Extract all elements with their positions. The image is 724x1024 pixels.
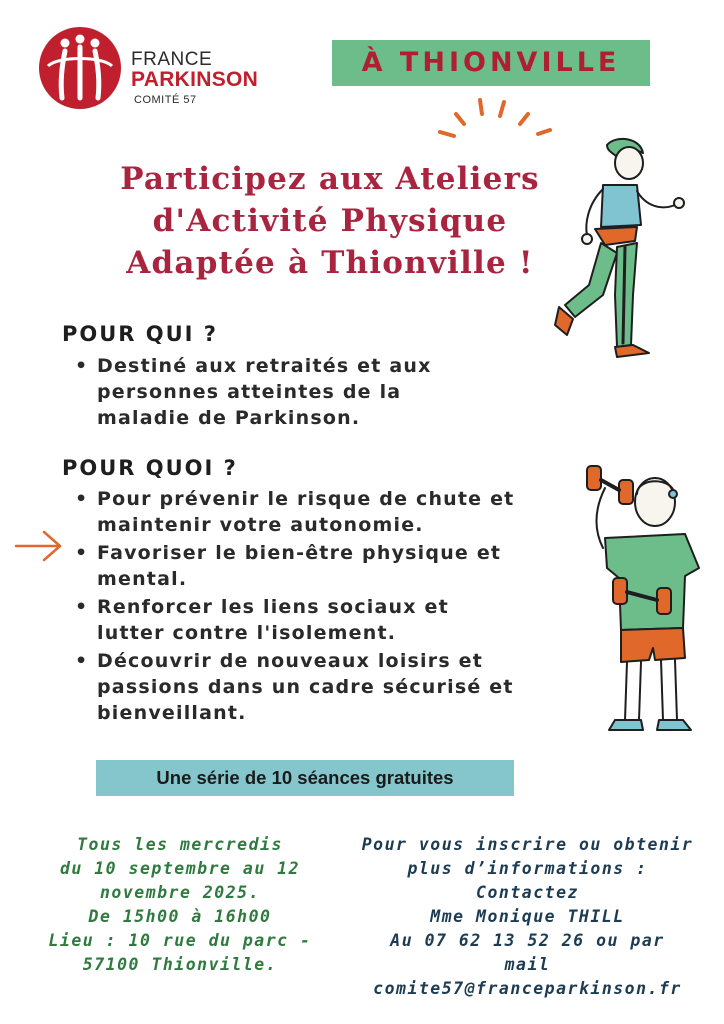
contact-email[interactable]: comite57@franceparkinson.fr (373, 979, 682, 998)
contact-line: Au 07 62 13 52 26 ou par (390, 931, 665, 950)
section-heading-pour-qui: POUR QUI ? (62, 322, 218, 346)
schedule-line: Lieu : 10 rue du parc - (48, 931, 312, 950)
list-item: • Découvrir de nouveaux loisirs et passions dans un cadre sécurisé et bienveillant. (63, 648, 523, 726)
contact-line: mail (504, 955, 551, 974)
sun-rays-icon (432, 96, 562, 144)
pour-qui-list (63, 353, 483, 433)
france-parkinson-logo (38, 26, 300, 110)
list-item: • Renforcer les liens sociaux et lutter contre l'isolement. (63, 594, 523, 646)
contact-info (345, 833, 710, 1001)
sessions-banner (96, 760, 514, 796)
contact-line: Pour vous inscrire ou obtenir (361, 835, 694, 854)
weightlifter-illustration-icon (575, 458, 715, 743)
list-item: • Favoriser le bien-être physique et mental. (63, 540, 523, 592)
brand-name-line1: FRANCE (131, 49, 213, 70)
sessions-banner-text: Une série de 10 séances gratuites (156, 767, 454, 788)
section-heading-pour-quoi: POUR QUOI ? (62, 456, 238, 480)
title-line: d'Activité Physique (152, 203, 508, 239)
runner-illustration-icon (545, 135, 695, 370)
schedule-info (30, 833, 330, 977)
schedule-line: Tous les mercredis (77, 835, 283, 854)
schedule-line: du 10 septembre au 12 (59, 859, 301, 878)
arrow-right-icon (14, 526, 64, 566)
logo-emblem-icon (38, 26, 122, 110)
list-item: • Destiné aux retraités et aux personnes atteintes de la maladie de Parkinson. (63, 353, 483, 431)
list-item: • Pour prévenir le risque de chute et maintenir votre autonomie. (63, 486, 523, 538)
city-banner-text: À THIONVILLE (361, 47, 621, 78)
main-title (95, 158, 565, 284)
city-banner (332, 40, 650, 86)
brand-name-line2: PARKINSON (131, 68, 259, 91)
schedule-line: novembre 2025. (99, 883, 261, 902)
schedule-line: 57100 Thionville. (82, 955, 278, 974)
title-line: Participez aux Ateliers (120, 161, 540, 197)
schedule-line: De 15h00 à 16h00 (88, 907, 272, 926)
contact-line: Mme Monique THILL (430, 907, 625, 926)
contact-line: Contactez (476, 883, 579, 902)
contact-line: plus d’informations : (407, 859, 648, 878)
brand-committee: COMITÉ 57 (134, 94, 197, 106)
pour-quoi-list (63, 486, 523, 728)
title-line: Adaptée à Thionville ! (126, 245, 534, 281)
